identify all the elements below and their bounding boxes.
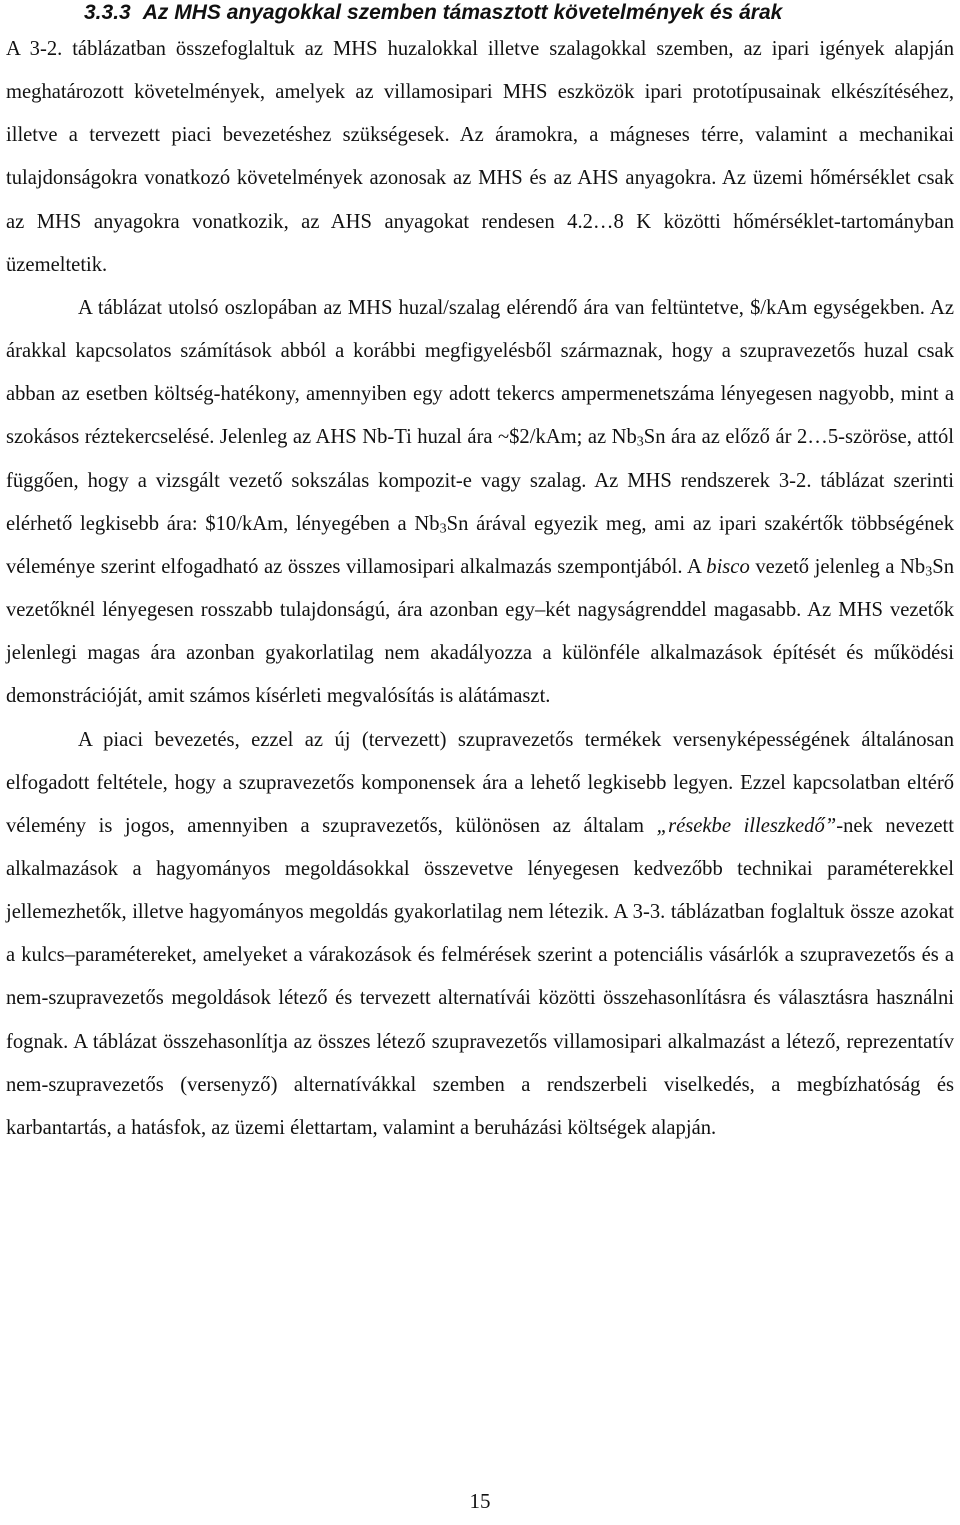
section-title: Az MHS anyagokkal szemben támasztott követelmények és árak (142, 1, 783, 24)
text-run: Sn árával egyezik meg, ami az ipari szakértők többségének véleménye szerint elfogadható az összes villamosipari alkalmazás szempontjából. A (6, 512, 954, 578)
subscript: 3 (439, 521, 447, 537)
paragraph-requirements: A 3-2. táblázatban összefoglaltuk az MHS huzalokkal illetve szalagokkal szemben, az ipari igények alapján meghatározott követelmények, amelyek az villamosipari MHS eszközök ipari prototípusainak elkészítéséhez, illetve a tervezett piaci bevezetéshez szükségesek. Az áramokra, a mágneses térre, valamint a mechanikai tulajdonságokra vonatkozó követelmények azonosak az MHS és az AHS anyagokra. Az üzemi hőmérséklet csak az MHS anyagokra vonatkozik, az AHS anyagokat rendesen 4.2…8 K közötti hőmérséklet-tartományban üzemeltetik. (6, 38, 954, 276)
italic-term: bisco (706, 555, 750, 578)
section-heading (84, 0, 954, 26)
subscript: 3 (925, 564, 933, 580)
paragraph-prices (6, 287, 954, 719)
subscript: 3 (636, 434, 644, 450)
text-run: Sn ára az előző ár 2…5-szöröse, attól függően, hogy a vizsgált vezető sokszálas kompozit-e vagy szalag. Az MHS rendszerek 3-2. táblázat szerinti elérhető legkisebb ára: $10/kAm, lényegében a Nb (6, 426, 954, 535)
text-run: Sn vezetőknél lényegesen rosszabb tulajdonságú, ára azonban egy–két nagyságrenddel magasabb. Az MHS vezetők jelenlegi magas ára azonban gyakorlatilag nem akadályozza a különféle alkalmazások építését és működési demonstrációját, amit számos kísérleti megvalósítás is alátámaszt. (6, 555, 954, 708)
section-number: 3.3.3 (84, 1, 131, 24)
italic-term: „résekbe illeszkedő” (656, 814, 837, 837)
document-page (6, 0, 954, 1150)
text-run: A piaci bevezetés, ezzel az új (tervezett) szupravezetős termékek versenyképességének általánosan elfogadott feltétele, hogy a szupravezetős komponensek ára a lehető legkisebb legyen. Ezzel kapcsolatban eltérő vélemény is jogos, amennyiben a szupravezetős, különösen az általam (6, 728, 954, 837)
paragraph-market (6, 719, 954, 1151)
page-number: 15 (469, 1489, 491, 1513)
text-run: A táblázat utolsó oszlopában az MHS huzal/szalag elérendő ára van feltüntetve, $/kAm egységekben. Az árakkal kapcsolatos számítások abból a korábbi megfigyelésből származnak, hogy a szupravezetős huzal csak abban az esetben költség-hatékony, amennyiben egy adott tekercs ampermenetszáma lényegesen nagyobb, mint a szokásos réztekercselésé. Jelenleg az AHS Nb-Ti huzal ára ~$2/kAm; az Nb (6, 296, 954, 449)
text-run: vezető jelenleg a Nb (749, 555, 926, 578)
text-run: -nek nevezett alkalmazások a hagyományos megoldásokkal összevetve lényegesen kedvezőbb technikai paraméterekkel jellemezhetők, illetve hagyományos megoldás gyakorlatilag nem létezik. A 3-3. táblázatban foglaltuk össze azokat a kulcs–paramétereket, amelyeket a várakozások és felmérések szerint a potenciális vásárlók a szupravezetős és a nem-szupravezetős megoldások létező és tervezett alternatívái közötti összehasonlításra és választásra használni fognak. A táblázat összehasonlítja az összes létező szupravezetős villamosipari alkalmazást a létező, reprezentatív nem-szupravezetős (versenyző) alternatívákkal szemben a rendszerbeli viselkedés, a megbízhatóság és karbantartás, a hatásfok, az üzemi élettartam, valamint a beruházási költségek alapján. (6, 814, 954, 1139)
